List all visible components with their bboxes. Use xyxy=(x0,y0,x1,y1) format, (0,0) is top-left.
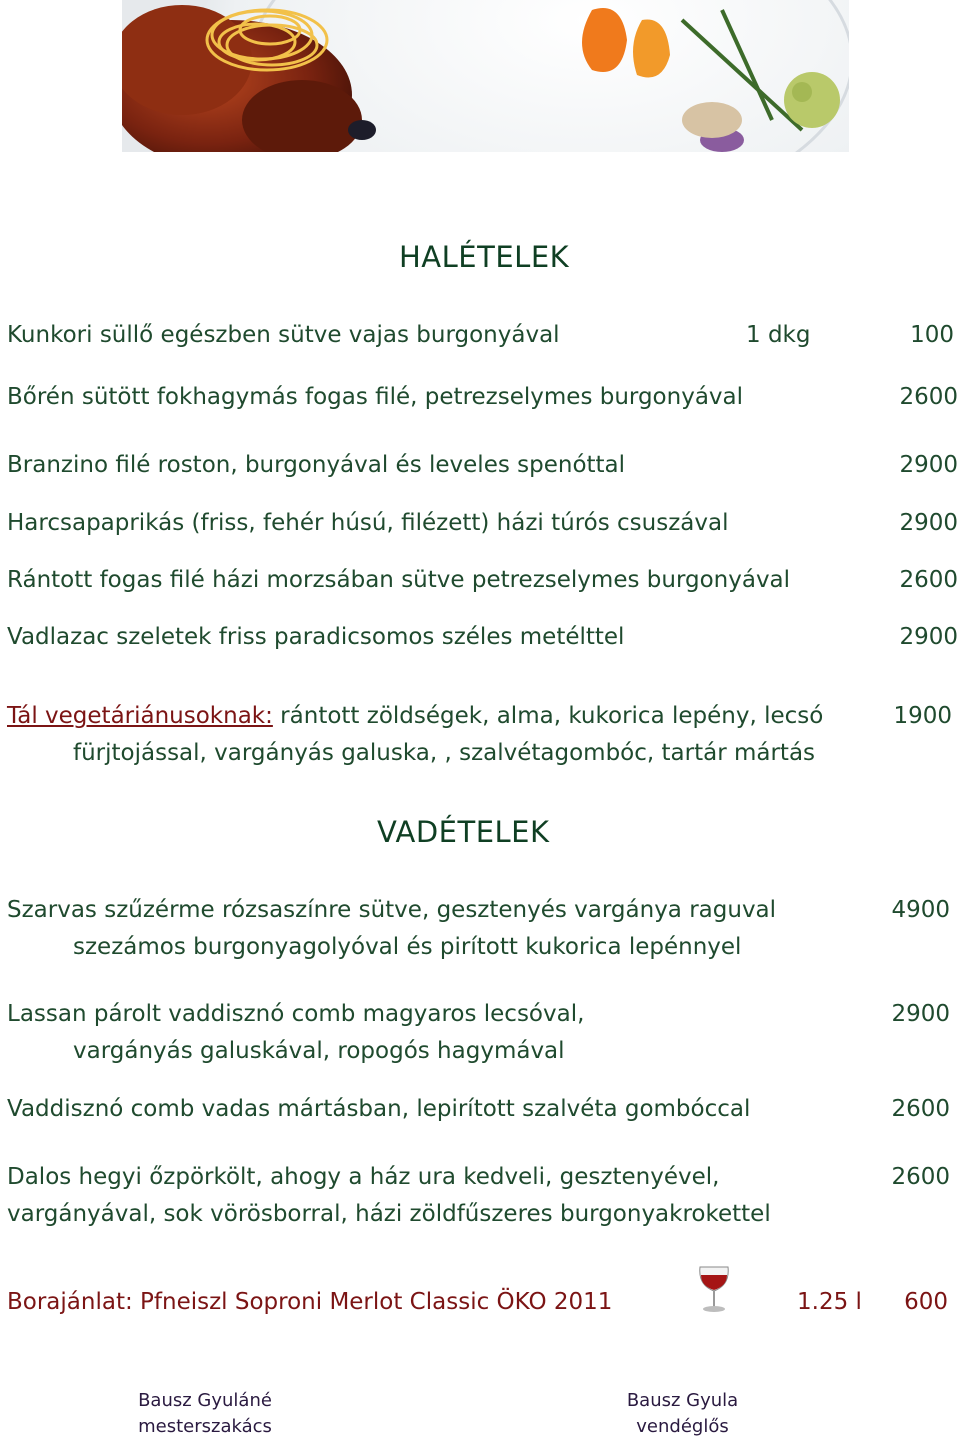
signature-role: mesterszakács xyxy=(138,1416,272,1437)
menu-item xyxy=(7,1159,771,1233)
menu-item xyxy=(7,447,625,484)
menu-item xyxy=(7,892,776,966)
item-price: 4900 xyxy=(891,897,950,923)
item-price: 100 xyxy=(910,322,954,348)
item-name: Vaddisznó comb vadas mártásban, lepirított szalvéta gombóccal xyxy=(7,1096,751,1122)
food-photo xyxy=(122,0,849,152)
wine-price: 600 xyxy=(904,1289,948,1315)
item-name-continued: fürjtojással, vargányás galuska, , szalvétagombóc, tartár mártás xyxy=(73,740,816,766)
signature-name: Bausz Gyuláné xyxy=(138,1390,272,1411)
item-name: Vadlazac szeletek friss paradicsomos széles metélttel xyxy=(7,624,625,650)
vegetarian-label: Tál vegetáriánusoknak: xyxy=(7,703,273,729)
section-title-game: VADÉTELEK xyxy=(377,815,550,849)
menu-item xyxy=(7,317,560,354)
item-price: 2900 xyxy=(899,510,958,536)
item-name: Dalos hegyi őzpörkölt, ahogy a ház ura kedveli, gesztenyével, xyxy=(7,1164,720,1190)
item-name: Rántott fogas filé házi morzsában sütve petrezselymes burgonyával xyxy=(7,567,791,593)
item-name-continued: vargányával, sok vörösborral, házi zöldfűszeres burgonyakrokettel xyxy=(7,1201,771,1227)
menu-item xyxy=(7,379,743,416)
item-name: Lassan párolt vaddisznó comb magyaros lecsóval, xyxy=(7,1001,585,1027)
item-price: 1900 xyxy=(893,703,952,729)
signature-name: Bausz Gyula xyxy=(626,1390,739,1411)
item-name: Szarvas szűzérme rózsaszínre sütve, gesztenyés vargánya raguval xyxy=(7,897,777,923)
item-name: Harcsapaprikás (friss, fehér húsú, filézett) házi túrós csuszával xyxy=(7,510,729,536)
signature-role: vendéglős xyxy=(636,1416,729,1437)
item-name-continued: szezámos burgonyagolyóval és pirított kukorica lepénnyel xyxy=(73,934,742,960)
item-price: 2600 xyxy=(899,384,958,410)
item-price: 2900 xyxy=(891,1001,950,1027)
item-price: 2600 xyxy=(891,1164,950,1190)
item-price: 2900 xyxy=(899,624,958,650)
menu-item xyxy=(7,562,790,599)
item-name: rántott zöldségek, alma, kukorica lepény, lecsó xyxy=(272,703,824,729)
item-name-continued: vargányás galuskával, ropogós hagymával xyxy=(73,1038,565,1064)
menu-item xyxy=(7,996,584,1070)
wine-unit: 1.25 l xyxy=(797,1289,862,1315)
item-name: Bőrén sütött fokhagymás fogas filé, petrezselymes burgonyával xyxy=(7,384,744,410)
menu-item-vegetarian xyxy=(7,698,823,772)
item-unit: 1 dkg xyxy=(746,322,811,348)
item-price: 2900 xyxy=(899,452,958,478)
item-name: Branzino filé roston, burgonyával és leveles spenóttal xyxy=(7,452,626,478)
item-price: 2600 xyxy=(899,567,958,593)
menu-item xyxy=(7,619,624,656)
wine-glass-icon xyxy=(696,1265,732,1313)
item-price: 2600 xyxy=(891,1096,950,1122)
menu-item xyxy=(7,505,728,542)
section-title-fish: HALÉTELEK xyxy=(399,240,570,274)
item-name: Kunkori süllő egészben sütve vajas burgonyával xyxy=(7,322,560,348)
signature-chef xyxy=(120,1388,290,1440)
wine-recommendation: Borajánlat: Pfneiszl Soproni Merlot Classic ÖKO 2011 xyxy=(7,1289,613,1315)
menu-item xyxy=(7,1091,750,1128)
signature-owner xyxy=(600,1388,765,1440)
